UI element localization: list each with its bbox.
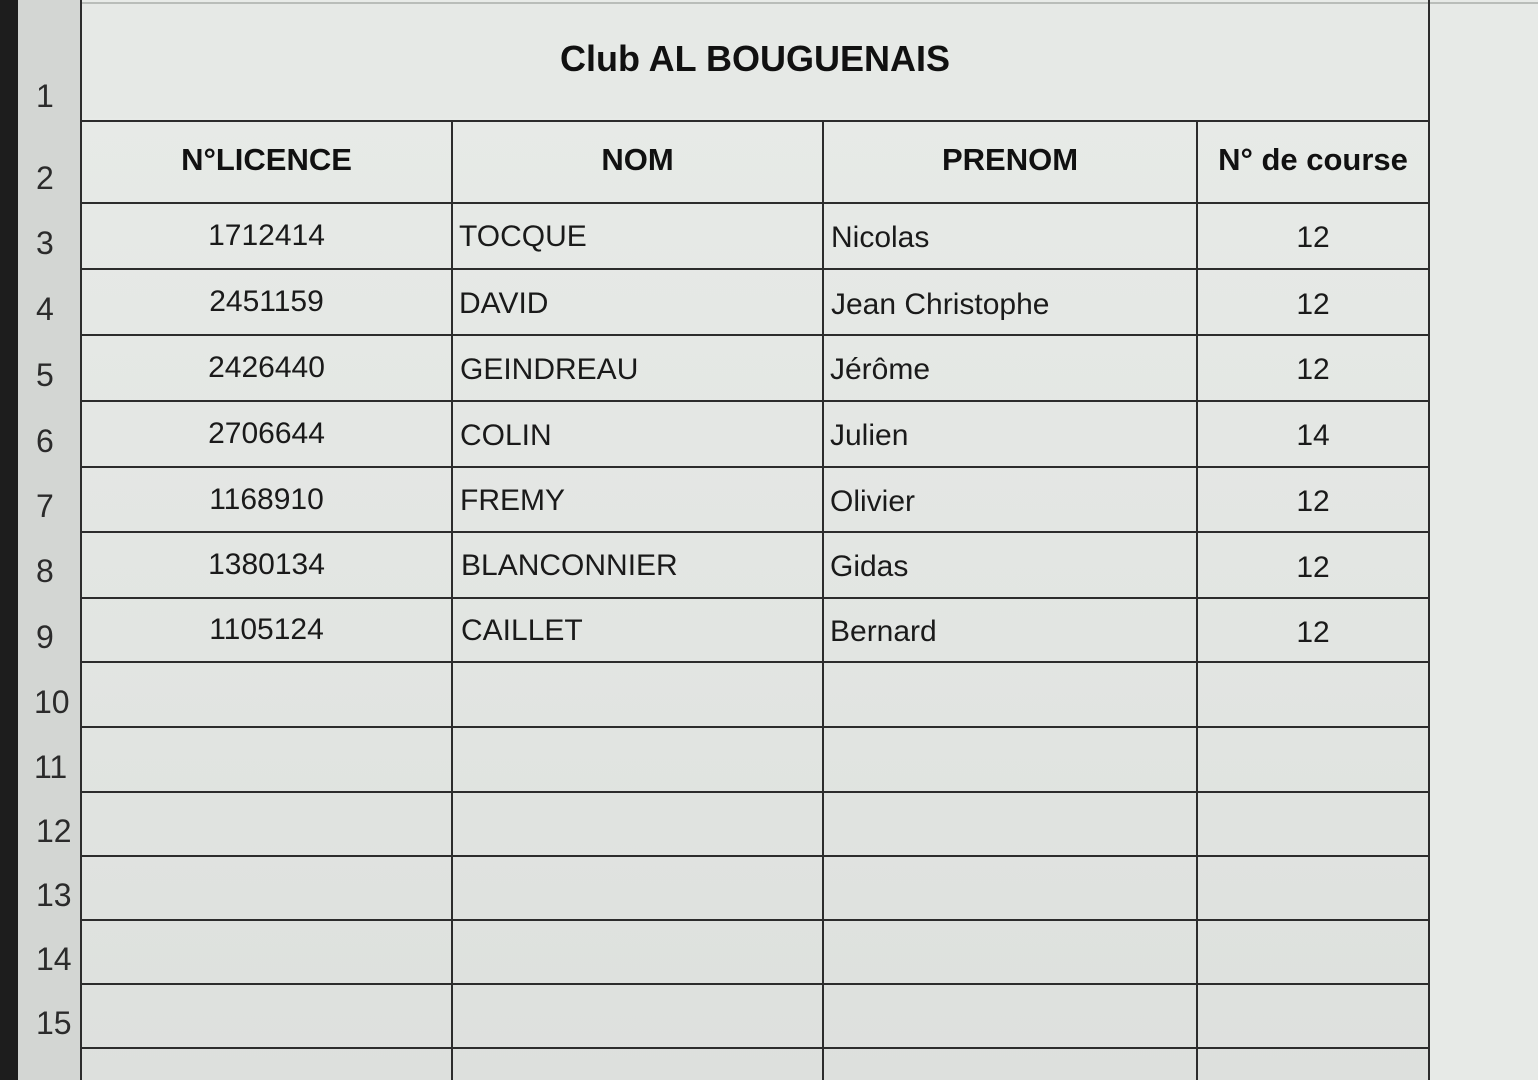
grid-line — [80, 202, 1430, 204]
grid-line — [822, 120, 824, 1080]
cell-prenom[interactable]: Nicolas — [831, 221, 930, 254]
row-header-11[interactable]: 11 — [34, 749, 68, 785]
grid-line — [451, 120, 453, 1080]
row-header-3[interactable]: 3 — [36, 225, 54, 261]
cell-licence[interactable]: 1380134 — [208, 548, 325, 581]
cell-licence[interactable]: 2706644 — [208, 417, 325, 450]
grid-line — [80, 919, 1430, 921]
sheet-title: Club AL BOUGUENAIS — [559, 38, 950, 79]
cell-course[interactable]: 12 — [1296, 221, 1330, 254]
empty-column-area[interactable] — [1430, 0, 1538, 1080]
cell-licence[interactable]: 1712414 — [208, 219, 325, 252]
grid-line — [80, 597, 1430, 599]
cell-licence[interactable]: 1105124 — [209, 613, 324, 646]
cell-nom[interactable]: DAVID — [459, 287, 549, 320]
cell-course[interactable]: 12 — [1296, 616, 1330, 649]
row-header-15[interactable]: 15 — [36, 1005, 72, 1041]
cell-prenom[interactable]: Bernard — [830, 615, 937, 648]
header-prenom[interactable]: PRENOM — [941, 142, 1079, 177]
grid-line — [80, 531, 1430, 533]
row-header-7[interactable]: 7 — [36, 488, 54, 524]
cell-course[interactable]: 14 — [1296, 419, 1330, 452]
cell-prenom[interactable]: Julien — [830, 419, 909, 452]
cell-nom[interactable]: BLANCONNIER — [461, 549, 678, 582]
row-header-14[interactable]: 14 — [36, 941, 72, 977]
cell-licence[interactable]: 1168910 — [209, 483, 324, 516]
cell-course[interactable]: 12 — [1296, 288, 1330, 321]
cell-nom[interactable]: CAILLET — [461, 614, 583, 647]
row-header-8[interactable]: 8 — [36, 553, 54, 589]
grid-line — [80, 334, 1430, 336]
cell-nom[interactable]: GEINDREAU — [460, 353, 639, 386]
row-header-1[interactable]: 1 — [36, 78, 54, 114]
row-header-12[interactable]: 12 — [36, 813, 72, 849]
row-header-2[interactable]: 2 — [36, 160, 54, 196]
grid-line — [1428, 0, 1430, 1080]
row-header-6[interactable]: 6 — [36, 423, 54, 459]
grid-line — [80, 268, 1430, 270]
grid-line — [80, 1047, 1430, 1049]
grid-line — [80, 983, 1430, 985]
row-header-13[interactable]: 13 — [36, 877, 72, 913]
cell-nom[interactable]: COLIN — [460, 419, 552, 452]
cell-licence[interactable]: 2426440 — [208, 351, 325, 384]
cell-nom[interactable]: FREMY — [460, 484, 565, 517]
grid-line — [80, 661, 1430, 663]
grid-line — [80, 400, 1430, 402]
cell-licence[interactable]: 2451159 — [209, 285, 324, 318]
cell-prenom[interactable]: Olivier — [830, 485, 916, 518]
cell-prenom[interactable]: Gidas — [830, 550, 909, 583]
cell-course[interactable]: 12 — [1296, 353, 1330, 386]
row-header-4[interactable]: 4 — [36, 291, 54, 327]
grid-line — [80, 726, 1430, 728]
grid-line — [1196, 120, 1198, 1080]
header-course[interactable]: N° de course — [1218, 142, 1408, 177]
header-licence[interactable]: N°LICENCE — [181, 142, 352, 177]
grid-line — [80, 2, 1538, 4]
grid-line — [80, 120, 1430, 122]
grid-line — [80, 791, 1430, 793]
grid-line — [80, 855, 1430, 857]
row-header-9[interactable]: 9 — [36, 619, 54, 655]
cell-course[interactable]: 12 — [1296, 485, 1330, 518]
grid-line — [80, 466, 1430, 468]
cell-prenom[interactable]: Jean Christophe — [831, 288, 1050, 321]
monitor-bezel — [0, 0, 18, 1080]
row-header-10[interactable]: 10 — [34, 684, 70, 720]
cell-prenom[interactable]: Jérôme — [830, 353, 931, 386]
row-header-5[interactable]: 5 — [36, 357, 54, 393]
header-nom[interactable]: NOM — [601, 142, 674, 177]
cell-course[interactable]: 12 — [1296, 551, 1330, 584]
cell-nom[interactable]: TOCQUE — [459, 220, 587, 253]
